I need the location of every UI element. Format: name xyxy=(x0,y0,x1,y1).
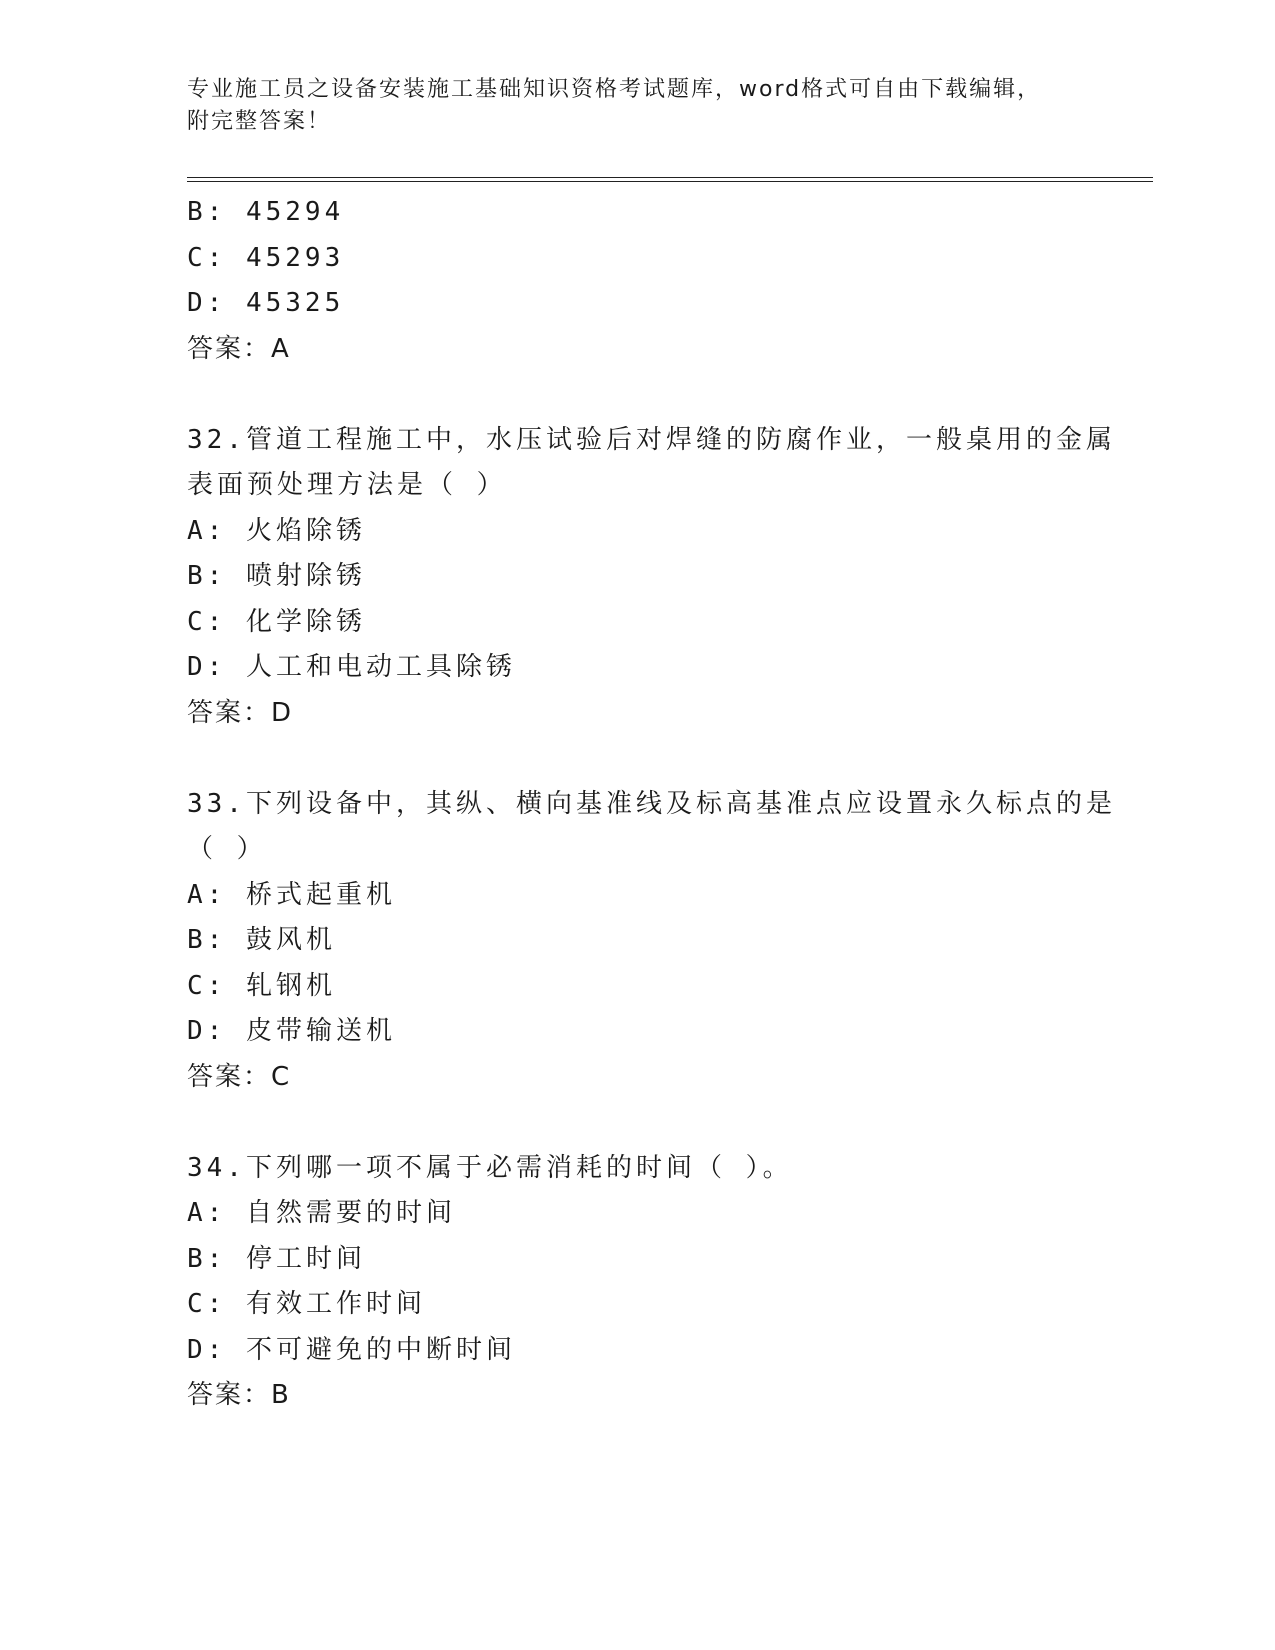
answer-label: 答案：B xyxy=(187,1380,291,1410)
question-stem-line-1: 33.下列设备中，其纵、横向基准线及标高基准点应设置永久标点的是 xyxy=(187,788,1116,819)
option-d: D: 45325 xyxy=(187,288,345,318)
option-c: C: 45293 xyxy=(187,242,345,273)
option-a: A: 桥式起重机 xyxy=(187,879,396,910)
option-a: A: 自然需要的时间 xyxy=(187,1198,456,1228)
question-stem-line-2: （ ） xyxy=(187,834,267,864)
option-c: C: 轧钢机 xyxy=(187,970,336,1001)
question-stem-line-1: 34.下列哪一项不属于必需消耗的时间（ ）。 xyxy=(187,1152,793,1183)
option-b: B: 喷射除锈 xyxy=(187,561,366,591)
document-header xyxy=(187,74,1067,138)
option-c: C: 化学除锈 xyxy=(187,606,366,637)
question-32 xyxy=(187,418,1116,737)
option-b: B: 鼓风机 xyxy=(187,925,336,955)
option-d: D: 人工和电动工具除锈 xyxy=(187,652,516,682)
question-stem-line-1: 32.管道工程施工中，水压试验后对焊缝的防腐作业，一般桌用的金属 xyxy=(187,424,1116,455)
header-divider xyxy=(187,177,1153,182)
answer-label: 答案：C xyxy=(187,1061,292,1092)
question-34 xyxy=(187,1146,1067,1419)
option-c: C: 有效工作时间 xyxy=(187,1289,426,1319)
header-title-line-1: 专业施工员之设备安装施工基础知识资格考试题库，word格式可自由下载编辑， xyxy=(187,77,1042,102)
option-d: D: 皮带输送机 xyxy=(187,1016,396,1046)
spacer xyxy=(187,1100,1067,1146)
question-stem-line-2: 表面预处理方法是（ ） xyxy=(187,470,507,500)
answer-label: 答案：D xyxy=(187,697,294,728)
answer-label: 答案：A xyxy=(187,333,291,364)
question-33 xyxy=(187,782,1116,1101)
spacer xyxy=(187,372,1067,418)
option-d: D: 不可避免的中断时间 xyxy=(187,1334,516,1365)
option-a: A: 火焰除锈 xyxy=(187,515,366,546)
option-b: B: 停工时间 xyxy=(187,1243,366,1274)
option-b: B: 45294 xyxy=(187,197,345,227)
question-partial xyxy=(187,190,1067,372)
spacer xyxy=(187,736,1067,782)
question-list xyxy=(187,190,1116,1419)
header-title-line-2: 附完整答案！ xyxy=(187,109,332,134)
